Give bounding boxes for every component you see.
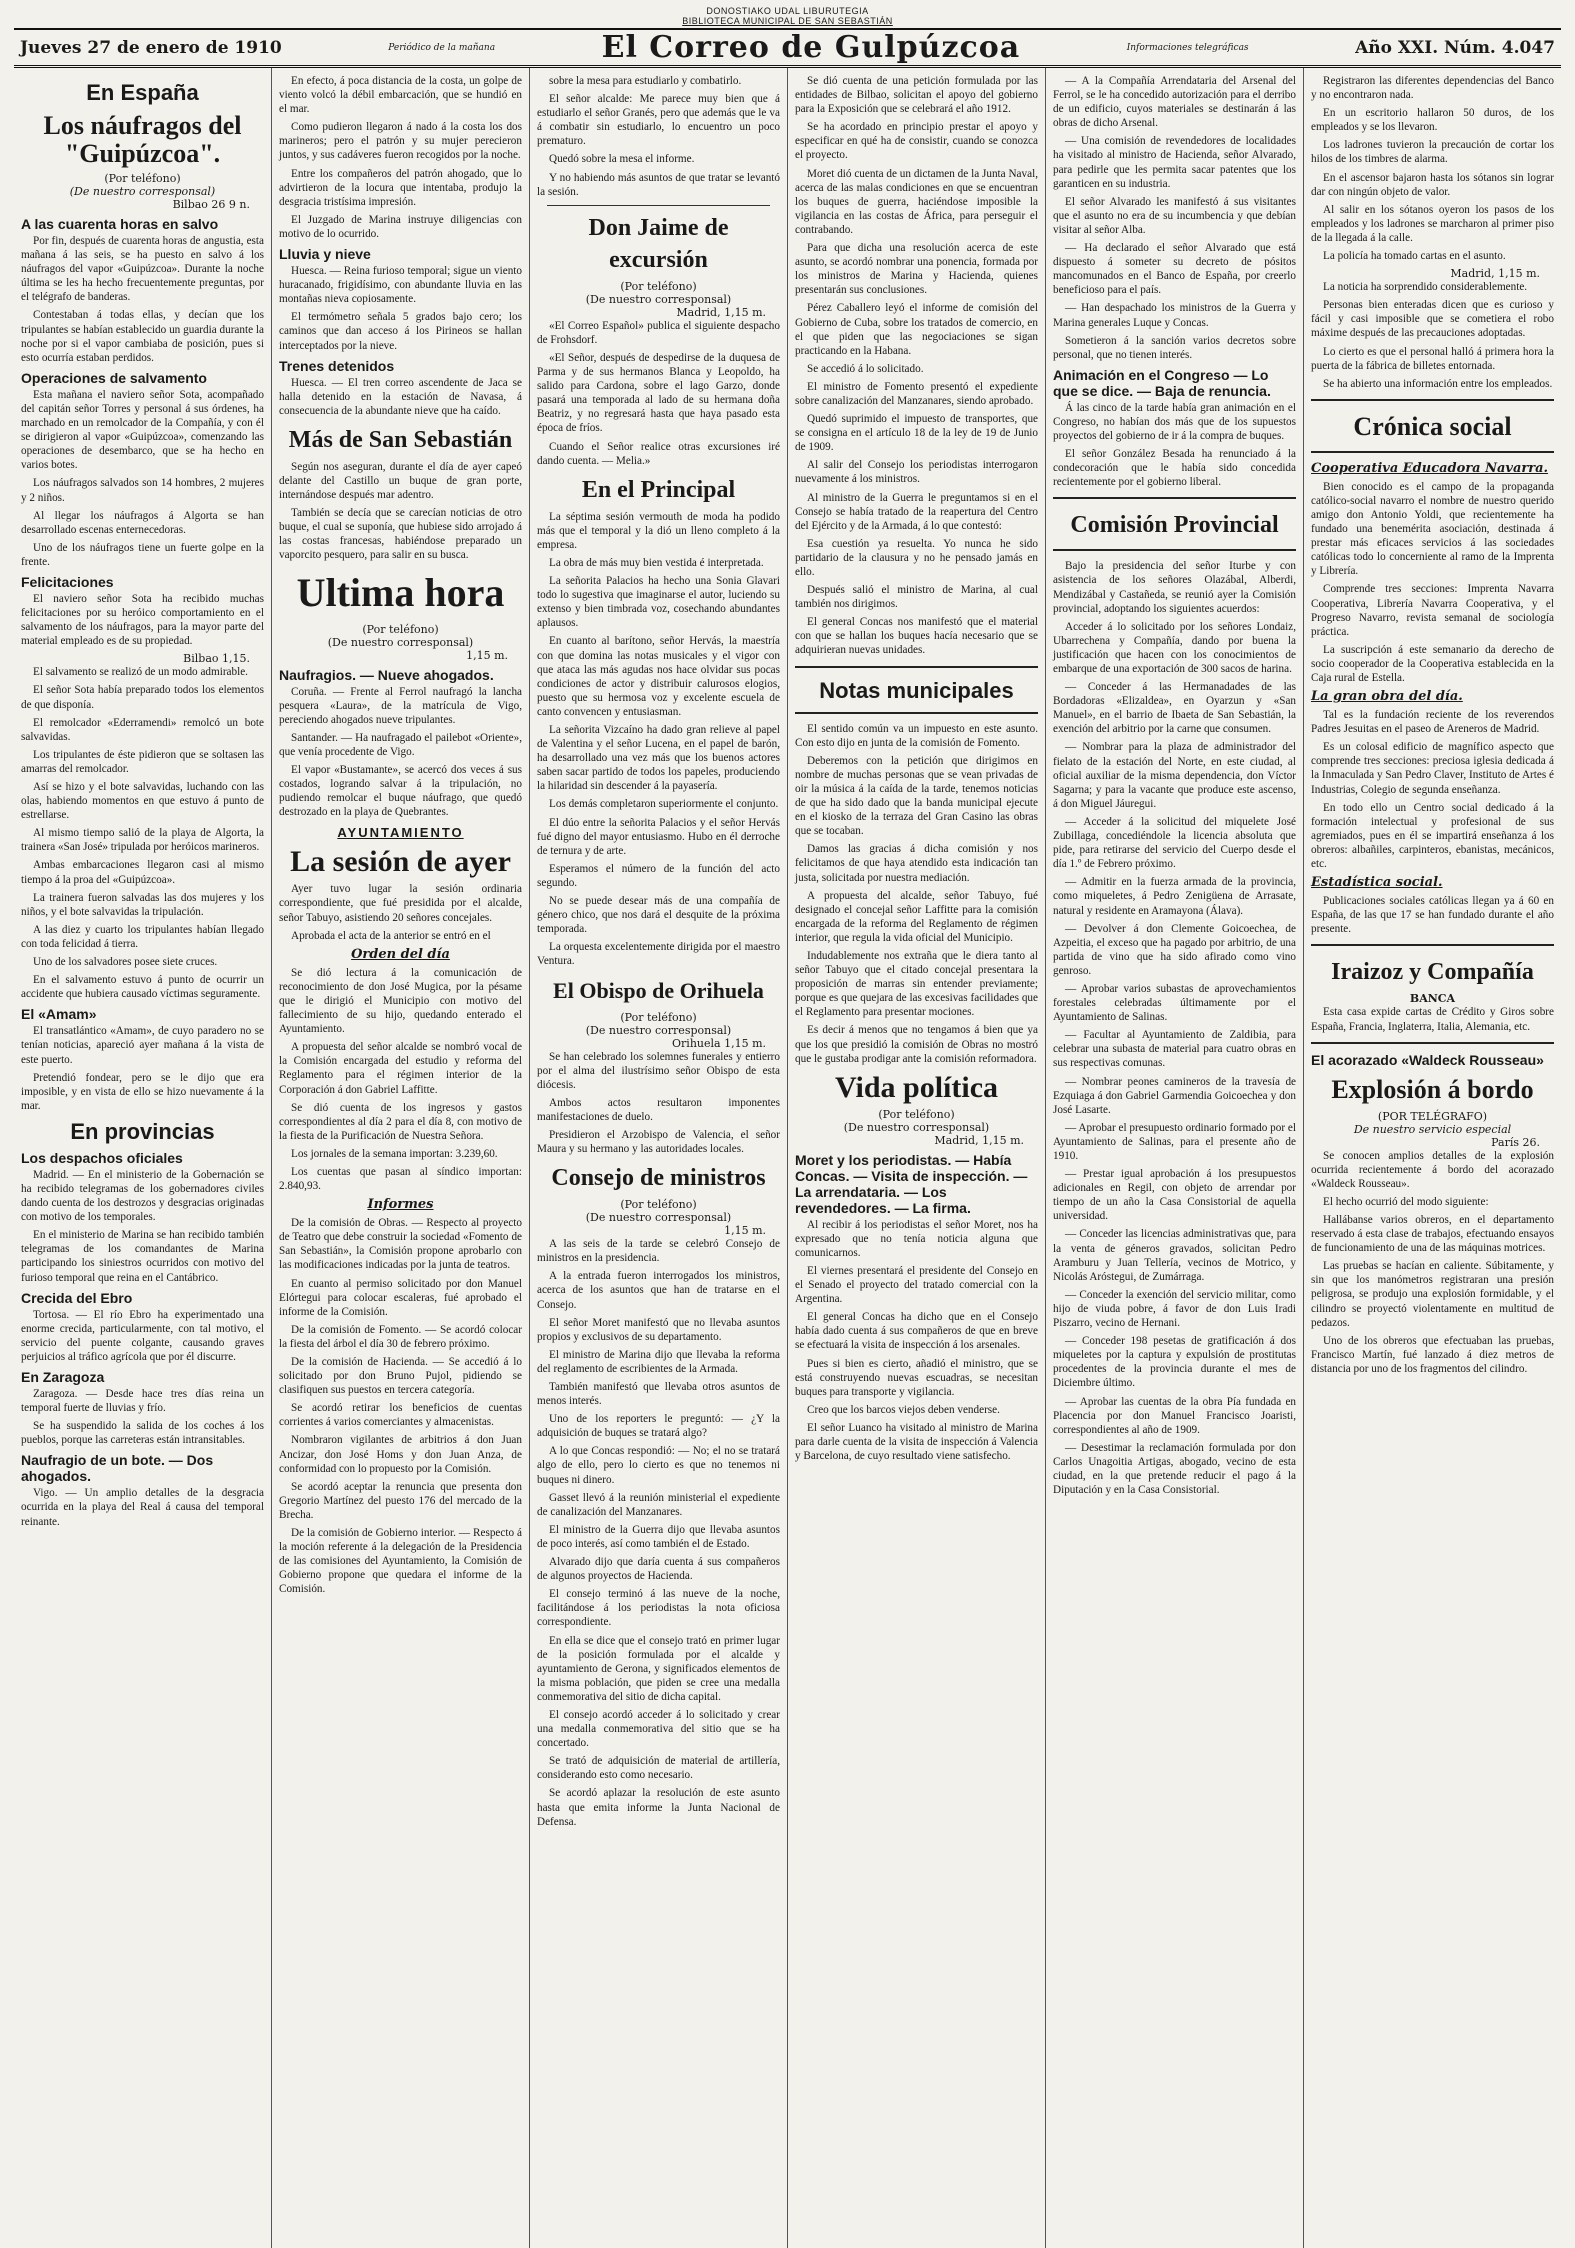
column-2	[272, 68, 530, 2248]
paragraph: Se accedió á lo solicitado.	[807, 362, 924, 375]
paragraph: Y no habiendo más asuntos de que tratar se levantó la sesión.	[537, 171, 780, 198]
byline: (POR TELÉGRAFO)	[1377, 1109, 1488, 1123]
column-5	[1046, 68, 1304, 2248]
paragraph: — Nombrar para la plaza de administrador del fielato de la estación del Norte, en este ciudad, al oficial auxiliar de la misma dependencia, don Víctor Sagarna; y para la vacante que produce este ascenso, á don Miguel Jáuregui.	[1053, 741, 1296, 810]
paragraph: La séptima sesión vermouth de moda ha podido más que el temporal y la dió un lleno completo á la empresa.	[537, 510, 780, 551]
paragraph: Comprende tres secciones: Imprenta Navarra Cooperativa, Librería Navarra Cooperativa, y el Progreso Navarro, revista semanal de sociología práctica.	[1311, 583, 1554, 638]
paragraph: Es decir á menos que no tengamos á bien que ya que los que presidió la comisión de Obras no mostró que le gustaba prodigar ante la comisión reformadora.	[795, 1024, 1038, 1065]
paragraph: Hallábanse varios obreros, en el departamento reservado á esta clase de trabajos, efectuando ensayos de funcionamiento de una de las máquinas motrices.	[1311, 1213, 1554, 1255]
article-heading: Explosión á bordo	[1331, 1074, 1534, 1104]
section-title: En provincias	[70, 1118, 215, 1144]
headline: Los náufragos del "Guipúzcoa".	[43, 111, 242, 168]
paragraph: A propuesta del alcalde, señor Tabuyo, fué designado el concejal señor Laffitte para la comisión encargada de la reforma del Reglamento de régimen interior, que regula la vida oficial del Municipio.	[795, 889, 1038, 944]
article-heading: Crónica social	[1353, 411, 1512, 441]
byline-correspondent: De nuestro servicio especial	[1353, 1122, 1512, 1136]
paragraph: Huesca. — Reina furioso temporal; sigue un viento huracanado, frigidísimo, con abundante lluvia en las montañas nieva copiosamente.	[279, 265, 522, 306]
paragraph: Pues si bien es cierto, añadió el ministro, que se está construyendo nuevas escuadras, se necesitan buques para transporte y vigilancia.	[795, 1357, 1038, 1398]
paragraph: Al mismo tiempo salió de la playa de Algorta, la trainera «San José» tripulada por heróicos marineros.	[21, 827, 264, 854]
paragraph: Al recibir á los periodistas el señor Moret, nos ha expresado que no tenía noticia alguna que comunicarnos.	[795, 1218, 1038, 1259]
paragraph: Al ministro de la Guerra le preguntamos si en el Consejo se había tratado de la reapertura del Centro del Ejército y de la Armada, á lo que contestó:	[795, 491, 1038, 532]
paragraph: A propuesta del señor alcalde se nombró vocal de la Comisión encargada del estudio y reforma del Reglamento para el régimen interior de la Corporación á don Gabriel Laffitte.	[279, 1041, 522, 1096]
column-4	[788, 68, 1046, 2248]
paragraph: A la entrada fueron interrogados los ministros, acerca de los asuntos que han de tratarse en el Consejo.	[537, 1270, 780, 1311]
paragraph: Uno de los náufragos tiene un fuerte golpe en la frente.	[21, 541, 264, 568]
paragraph: Así se hizo y el bote salvavidas, luchando con las olas, habiendo momentos en que estuvo á punto de estrellarse.	[21, 781, 264, 822]
paragraph: Se trató de adquisición de material de artillería, considerando esto como necesario.	[537, 1755, 780, 1782]
paragraph: El ministro de Marina dijo que llevaba la reforma del reglamento de escribientes de la Armada.	[537, 1348, 780, 1375]
paragraph: Zaragoza. — Desde hace tres días reina un temporal fuerte de lluvias y frío.	[21, 1388, 264, 1415]
paragraph: Al salir en los sótanos oyeron los pasos de los empleados y los ladrones se marcharon al primer piso de la llegada á la calle.	[1311, 203, 1554, 244]
advert-banner-sub: BANCA	[1409, 992, 1456, 1006]
subheading: Lluvia y nieve	[279, 246, 371, 263]
paragraph: Los ladrones tuvieron la precaución de cortar los hilos de los timbres de alarma.	[1311, 139, 1554, 166]
advert-banner: Iraizoz y Compañía	[1331, 959, 1534, 986]
paragraph: Registraron las diferentes dependencias del Banco y no encontraron nada.	[1311, 75, 1554, 102]
subheading: Felicitaciones	[21, 573, 114, 590]
paragraph: Se dió cuenta de una petición formulada por las entidades de Bilbao, solicitan el apoyo del gobierno para la Exposición que se celebrará el año 1912.	[795, 75, 1038, 116]
ayuntamiento-label: AYUNTAMIENTO	[337, 825, 464, 841]
masthead-info: Informaciones telegráficas	[1126, 42, 1249, 53]
paragraph: — Facultar al Ayuntamiento de Zaldibia, para celebrar una subasta de material para cuatro obras en sus respectivas comunas.	[1053, 1029, 1296, 1070]
paragraph: Esta casa expide cartas de Crédito y Giros sobre España, Francia, Inglaterra, Italia, Alemania, etc.	[1311, 1006, 1554, 1033]
subheading: El «Amam»	[21, 1006, 97, 1023]
paragraph: Se ha suspendido la salida de los coches á los pueblos, porque las carreteras están intransitables.	[21, 1420, 264, 1447]
paragraph: La orquesta excelentemente dirigida por el maestro Ventura.	[537, 941, 780, 968]
byline-correspondent: (De nuestro corresponsal)	[585, 1211, 732, 1225]
paragraph: El general Concas nos manifestó que el material con que se hallan los buques hacía necesario que se adquirieran nuevas unidades.	[795, 616, 1038, 657]
paragraph: El sentido común va un impuesto en este asunto. Con esto dijo en junta de la comisión de Fomento.	[795, 722, 1038, 749]
subheading: En Zaragoza	[21, 1369, 105, 1385]
byline-correspondent: (De nuestro corresponsal)	[327, 635, 474, 649]
paragraph: De la comisión de Fomento. — Se acordó colocar la fiesta del árbol el día 30 de febrero próximo.	[279, 1323, 522, 1350]
paragraph: El señor alcalde: Me parece muy bien que á estudiarlo el señor Granés, pero que además que le va á combatir sin estudiarlo, lo encuentro un poco prematuro.	[537, 93, 780, 148]
byline: (Por teléfono)	[104, 172, 181, 185]
paragraph: Acceder á lo solicitado por los señores Londaiz, Ubarrechena y Compañía, dando por buena la justificación que hacen con los conocimientos de embarque de una exportación de 300 sacos de harina.	[1053, 620, 1296, 675]
dateline: Bilbao 26 9 n.	[172, 198, 250, 211]
paragraph: Madrid. — En el ministerio de la Gobernación se ha recibido telegramas de los gobernadores civiles dando cuenta de los destrozos y desgracias originadas con motivo de los temporales.	[21, 1168, 264, 1224]
subheading: Crecida del Ebro	[21, 1289, 133, 1306]
paragraph: — Una comisión de revendedores de localidades ha visitado al ministro de Hacienda, señor Alvarado, para pedirle que les permita sacar patentes que los garanticen en su industria.	[1053, 135, 1296, 190]
paragraph: Á las cinco de la tarde había gran animación en el Congreso, no habían dos más que de los supuestos proyectos del gobierno de ir á la compra de buques.	[1053, 401, 1296, 442]
column-1	[14, 68, 272, 2248]
paragraph: La suscripción á este semanario da derecho de socio cooperador de la Cooperativa establecida en la Caja rural de Estella.	[1311, 643, 1554, 684]
paragraph: Cuando el Señor realice otras excursiones iré dando cuenta. — Melia.»	[537, 440, 780, 467]
subheading: Los despachos oficiales	[21, 1149, 183, 1166]
paragraph: En efecto, á poca distancia de la costa, un golpe de viento volcó la débil embarcación, que se hundió en el mar.	[279, 75, 522, 116]
paragraph: Santander. — Ha naufragado el pailebot «Oriente», que venía procedente de Vigo.	[279, 731, 522, 758]
paragraph: El consejo acordó acceder á lo solicitado y crear una medalla conmemorativa del sitio que se ha concertado.	[537, 1708, 780, 1750]
paragraph: Uno de los salvadores posee siete cruces.	[33, 956, 218, 969]
paragraph: El Juzgado de Marina instruye diligencias con motivo de lo ocurrido.	[279, 213, 522, 240]
paragraph: Se dió lectura á la comunicación de reconocimiento de don José Mugica, por la pésame que le dirigió el Municipio con motivo del fallecimiento de su hijo, quedando enterado el Ayuntamiento.	[279, 966, 522, 1036]
paragraph: Quedó suprimido el impuesto de transportes, que se consigna en el artículo 18 de la ley de 19 de Junio de 1909.	[795, 413, 1038, 454]
paragraph: El consejo terminó á las nueve de la noche, facilitándose á los periodistas la nota oficiosa correspondiente.	[537, 1588, 780, 1629]
paragraph: — Conceder 198 pesetas de gratificación á dos miqueletes por la captura y expulsión de prostitutas procedentes de la provincia durante el mes de Diciembre último.	[1053, 1335, 1296, 1390]
paragraph: — Aprobar las cuentas de la obra Pía fundada en Placencia por don Manuel Francisco Joaristi, correspondientes al año de 1909.	[1053, 1395, 1296, 1436]
paragraph: Sometieron á la sanción varios decretos sobre personal, que no tienen interés.	[1053, 334, 1296, 361]
paragraph: — Acceder á la solicitud del miquelete José Zubillaga, concediéndole la licencia absoluta que pide, para retirarse del servicio del Cuerpo desde el día 1.º de Febrero próximo.	[1053, 815, 1296, 871]
dateline: 1,15 m.	[466, 648, 508, 662]
article-heading: Vida política	[834, 1070, 999, 1104]
paragraph: Para que dicha una resolución acerca de este asunto, se acordó nombrar una ponencia, formada por los ministros de Marina y Hacienda, quienes presentarán sus conclusiones.	[795, 242, 1038, 297]
paragraph: Gasset llevó á la reunión ministerial el expediente de canalización del Manzanares.	[537, 1491, 780, 1518]
paragraph: De la comisión de Gobierno interior. — Respecto á la moción referente á la delegación de la Presidencia de las comisiones del Ayuntamiento, la Comisión de Gobierno propone que quedara el informe de la Comisión.	[279, 1527, 522, 1596]
article-heading: En el Principal	[581, 476, 736, 503]
dateline: París 26.	[1491, 1135, 1540, 1149]
masthead-issue: Año XXI. Núm. 4.047	[1355, 37, 1555, 58]
library-line-1: DONOSTIAKO UDAL LIBURUTEGIA	[706, 6, 869, 16]
paragraph: — Aprobar varios subastas de aprovechamientos forestales celebradas últimamente por el Ayuntamiento de Salinas.	[1053, 982, 1296, 1024]
article-heading: Notas municipales	[819, 677, 1014, 703]
paragraph: Esta mañana el naviero señor Sota, acompañado del capitán señor Torres y personal á sus órdenes, ha marchado en un remolcador de la Compañía, y con él se dirigieron al vapor «Guipúzcoa», comenzando las operaciones de desembarco, que se ha hecho en varios botes.	[21, 388, 264, 472]
paragraph: Al llegar los náufragos á Algorta se han desarrollado escenas enternecedoras.	[21, 509, 264, 536]
article-heading: Más de San Sebastián	[288, 426, 513, 453]
paragraph: — Desestimar la reclamación formulada por don Carlos Unagoitia Artigas, abogado, vecino de esta ciudad, en la que pretende reducir el pago á la Diputación y en la Casa Consistorial.	[1053, 1441, 1296, 1497]
section-title: En España	[86, 80, 199, 105]
paragraph: Creo que los barcos viejos deben venderse.	[807, 1403, 1000, 1416]
dateline: Orihuela 1,15 m.	[672, 1036, 766, 1050]
paragraph: — Prestar igual aprobación á los presupuestos adicionales en Regil, con objeto de arrendar por tiempo de un año la Casa Consistorial de aquella universidad.	[1053, 1168, 1296, 1223]
subheading: Naufragios. — Nueve ahogados.	[279, 666, 494, 683]
paragraph: Los jornales de la semana importan: 3.239,60.	[291, 1147, 498, 1160]
paragraph: Lo cierto es que el personal halló á primera hora la puerta de la fábrica de billetes entornada.	[1311, 345, 1554, 372]
paragraph: Al salir del Consejo los periodistas interrogaron nuevamente á los ministros.	[795, 459, 1038, 486]
article-heading: Consejo de ministros	[551, 1165, 766, 1192]
columns	[14, 68, 1561, 2248]
paragraph: Entre los compañeros del patrón ahogado, que lo advirtieron de la locura que intentaba, produjo la desgracia tristísima impresión.	[279, 167, 522, 208]
paragraph: No se puede desear más de una compañía de género chico, que nos dará el desquite de la próxima temporada.	[537, 895, 780, 936]
paragraph: Tortosa. — El río Ebro ha experimentado una enorme crecida, particularmente, con tal motivo, el servicio del puente colgante, causando graves perjuicios al tráfico agrícola que por él discurre.	[21, 1308, 264, 1363]
byline-correspondent: (De nuestro corresponsal)	[585, 292, 732, 306]
paragraph: Bien conocido es el campo de la propaganda católico-social navarro el nombre de nuestro querido amigo don Antonio Yoldi, que recientemente ha fundado una benemérita asociación, destinada á prestar más eficaces servicios á las sociedades católicas todo lo concerniente al ramo de la Imprenta y Librería.	[1311, 480, 1554, 578]
paragraph: Deberemos con la petición que dirigimos en nombre de muchas personas que se vean privadas de oir la música á la caída de la tarde, tenemos noticias de que ha sido dado que la banda municipal ejecute en el kiosko de la terraza del Gran Casino las obras que se tocaban.	[795, 754, 1038, 838]
paragraph: Presidieron el Arzobispo de Valencia, el señor Maura y su hermano y las autoridades locales.	[537, 1128, 780, 1156]
paragraph: Se acordó retirar los beneficios de cuentas corrientes á varios comerciantes y almacenistas.	[279, 1402, 522, 1429]
paragraph: — Nombrar peones camineros de la travesía de Ezquiaga á don Gabriel Garmendia Goicoechea y don José Lasarte.	[1053, 1075, 1296, 1116]
divider	[547, 205, 770, 206]
paragraph: Esperamos el número de la función del acto segundo.	[537, 862, 780, 889]
paragraph: Por fin, después de cuarenta horas de angustia, esta mañana á las seis, se ha puesto en salvo á los náufragos del vapor «Guipúzcoa». Durante la noche última se les ha hecho frecuentemente preguntas, por el telégrafo de banderas.	[21, 235, 264, 304]
paragraph: Ambas embarcaciones llegaron casi al mismo tiempo á la proa del «Guipúzcoa».	[21, 859, 264, 886]
paragraph: La noticia ha sorprendido considerablemente.	[1323, 281, 1528, 294]
paragraph: Nombraron vigilantes de arbitrios á don Juan Ancizar, don José Homs y don Juan Anza, de conformidad con lo propuesto por la Comisión.	[279, 1434, 522, 1475]
paragraph: Pérez Caballero leyó el informe de comisión del Gobierno de Cuba, sobre los tratados de comercio, en el que piden que las negociaciones se sigan practicando en la Habana.	[795, 302, 1038, 357]
paragraph: Es un colosal edificio de magnífico aspecto que comprende tres secciones: preciosa iglesia dedicada á la Inmaculada y San Pedro Claver, Instituto de Artes é Industrias, Colegio de segunda enseñanza.	[1311, 741, 1554, 796]
subheading: Trenes detenidos	[279, 357, 395, 374]
italic-heading: Cooperativa Educadora Navarra.	[1311, 460, 1549, 476]
paragraph: En el salvamento estuvo á punto de ocurrir un accidente que hubiera causado víctimas seguramente.	[21, 974, 264, 1001]
masthead-date: Jueves 27 de enero de 1910	[20, 37, 282, 58]
paragraph: Personas bien enteradas dicen que es curioso y fácil y casi imposible que se cometiera el robo máxime después de las precauciones adoptadas.	[1311, 299, 1554, 340]
paragraph: Uno de los obreros que efectuaban las pruebas, Francisco Martín, fué lanzado á diez metros de distancia por uno de los fragmentos del cilindro.	[1311, 1334, 1554, 1375]
paragraph: Los náufragos salvados son 14 hombres, 2 mujeres y 2 niños.	[21, 477, 264, 504]
paragraph: Ambos actos resultaron imponentes manifestaciones de duelo.	[537, 1096, 780, 1123]
byline-correspondent: (De nuestro corresponsal)	[69, 185, 216, 198]
byline: (Por teléfono)	[878, 1107, 955, 1121]
byline: (Por teléfono)	[620, 1198, 697, 1212]
paragraph: En el ministerio de Marina se han recibido también telegramas de los comandantes de Marina participando los siniestros ocurridos con motivo del furioso temporal que reina en el Cantábrico.	[21, 1229, 264, 1284]
paragraph: Moret dió cuenta de un dictamen de la Junta Naval, acerca de las malas condiciones en que se encuentran los buques de guerra, haciéndose imposible la vigilancia en las costas de África, para perseguir el contrabando.	[795, 167, 1038, 236]
paragraph: — Aprobar el presupuesto ordinario formado por el Ayuntamiento de Salinas, para el presente año de 1910.	[1053, 1121, 1296, 1162]
paragraph: El naviero señor Sota ha recibido muchas felicitaciones por su heróico comportamiento en el salvamento de los náufragos, para la mayor parte del material empleado es de su propiedad.	[21, 592, 264, 648]
paragraph: El vapor «Bustamante», se acercó dos veces á sus costados, logrando salvar á la tripulación, no pudiendo remolcar el buque náufrago, que quedó destrozado en la playa de Quebrantes.	[279, 764, 522, 819]
paragraph: En ella se dice que el consejo trató en primer lugar de la posición formulada por el alcalde y ayuntamiento de Gerona, y significados elementos de la misma población, que piden se cree una medalla conmemorativa del sitio de dicha capital.	[537, 1634, 780, 1703]
paragraph: — Devolver á don Clemente Goicoechea, de Azpeitia, el exceso que ha pagado por arbitrio, de una partida de vino que ha sido afirado como vino genroso.	[1053, 922, 1296, 977]
paragraph: Los demás completaron superiormente el conjunto.	[549, 798, 779, 811]
paragraph: Indudablemente nos extraña que le diera tanto al señor Tabuyo que el citado concejal presentara la proposición de marras sin entender previamente; porque es que quejara de las excesivas facilidades que el Reglamento para presentar mociones.	[795, 949, 1038, 1019]
article-heading: Don Jaime de excursión	[588, 214, 729, 273]
subheading: Moret y los periodistas. — Había Concas. — Visita de inspección. — La arrendataria. — Los revendedores. — La firma.	[795, 1151, 1028, 1216]
paragraph: — Conceder la exención del servicio militar, como hijo de viuda pobre, á favor de don Luis Iradi Piszarro, vecino de Hernani.	[1053, 1288, 1296, 1330]
column-6	[1304, 68, 1561, 2248]
paragraph: El señor Alvarado les manifestó á sus visitantes que el asunto no era de su incumbencia y que debían visitar al señor Alba.	[1053, 195, 1296, 236]
paragraph: Se ha abierto una información entre los empleados.	[1323, 377, 1553, 390]
paragraph: Se acordó aceptar la renuncia que presenta don Gregorio Martínez del puesto 176 del mercado de la Brecha.	[279, 1480, 522, 1521]
masthead-title: El Correo de Gulpúzcoa	[601, 30, 1021, 65]
masthead	[14, 28, 1561, 68]
orden-del-dia: Orden del día	[351, 946, 450, 962]
paragraph: A las seis de la tarde se celebró Consejo de ministros en la presidencia.	[537, 1238, 780, 1265]
paragraph: El dúo entre la señorita Palacios y el señor Hervás fué digno del mayor entusiasmo. Hubo en él derroche de ternura y de arte.	[537, 816, 780, 857]
paragraph: El señor Sota había preparado todos los elementos de que disponía.	[21, 684, 264, 711]
paragraph: — Han despachado los ministros de la Guerra y Marina generales Luque y Concas.	[1053, 302, 1296, 329]
byline-correspondent: (De nuestro corresponsal)	[843, 1120, 990, 1134]
informes-heading: Informes	[367, 1197, 434, 1213]
paragraph: El general Concas ha dicho que en el Consejo había dado cuenta á sus compañeros de que en breve se efectuará la visita de inspección á los arsenales.	[795, 1311, 1038, 1352]
dateline: Bilbao 1,15.	[183, 652, 250, 666]
paragraph: En cuanto al barítono, señor Hervás, la maestría con que domina las notas musicales y el vigor con que ataca las más agudas nos hace olvidar sus pocas condiciones de actor y distribuir calurosos elogios, puesto que su hermosa voz y excelente escuela de canto convencen y entusiasman.	[537, 635, 780, 718]
paragraph: También manifestó que llevaba otros asuntos de menos interés.	[537, 1381, 780, 1408]
paragraph: Los tripulantes de éste pidieron que se soltasen las amarras del remolcador.	[21, 748, 264, 775]
paragraph: — Conceder las licencias administrativas que, para la venta de géneros gravados, solicitan Pedro Aramburu y Juan Tellería, vecinos de Motrico, y Nicolás Aróstegui, de Zumárraga.	[1053, 1228, 1296, 1283]
dateline: Madrid, 1,15 m.	[1450, 267, 1540, 281]
byline-correspondent: (De nuestro corresponsal)	[585, 1023, 732, 1037]
paragraph: El señor González Besada ha renunciado á la condecoración que le había sido concedida recientemente por el gobierno liberal.	[1053, 448, 1296, 489]
paragraph: Ayer tuvo lugar la sesión ordinaria correspondiente, que fué presidida por el alcalde, señor Tabuyo, asistiendo 20 señores concejales.	[279, 883, 522, 924]
paragraph: Damos las gracias á dicha comisión y nos felicitamos de que haya atendido esta indicación tan justa, solicitada por nuestra mediación.	[795, 843, 1038, 884]
paragraph: Alvarado dijo que daría cuenta á sus compañeros de algunos proyectos de Hacienda.	[537, 1556, 780, 1583]
paragraph: — Conceder á las Hermanadades de las Bordadoras «Elizaldea», en Oyarzun y «San Manuel», en el barrio de Ibaeta de San Sebastián, la exención del arbitrio por la carne que consumen.	[1053, 681, 1296, 736]
paragraph: El señor Luanco ha visitado al ministro de Marina para darle cuenta de la visita de inspección á Valencia y Barcelona, de cuyo resultado viene satisfecho.	[795, 1421, 1038, 1463]
subheading: Naufragio de un bote. — Dos ahogados.	[21, 1452, 214, 1485]
paragraph: Como pudieron llegaron á nado á la costa los dos marineros; pero el patrón y su mujer perecieron juntos, y sus cadáveres fueron recogidos por la noche.	[279, 121, 522, 162]
paragraph: La obra de más muy bien vestida é interpretada.	[549, 556, 764, 569]
paragraph: De la comisión de Hacienda. — Se accedió á lo solicitado por don Bruno Pujol, pidiendo se clasifiquen sus puestos en tercera categoría.	[279, 1356, 522, 1397]
paragraph: El ministro de Fomento presentó el expediente sobre canalización del Manzanares, siendo aprobado.	[795, 380, 1038, 407]
paragraph: En todo ello un Centro social dedicado á la formación intelectual y profesional de sus agremiados, pues en él se impartirá enseñanza á los obreros: albañiles, carpinteros, ebanistas, mecánicos, etc.	[1311, 801, 1554, 871]
masthead-tagline: Periódico de la mañana	[388, 42, 496, 53]
paragraph: En un escritorio hallaron 50 duros, de los empleados y se los llevaron.	[1311, 107, 1554, 134]
italic-heading: Estadística social.	[1311, 875, 1443, 891]
paragraph: Aprobada el acta de la anterior se entró en el	[291, 929, 491, 942]
paragraph: Después salió el ministro de Marina, al cual también nos dirigimos.	[795, 584, 1038, 611]
paragraph: El viernes presentará el presidente del Consejo en el Senado el proyecto del tratado comercial con la Argentina.	[795, 1265, 1038, 1306]
paragraph: La señorita Vizcaíno ha dado gran relieve al papel de Valentina y el señor Lucena, en el papel de barón, ha desarrollado una vez más que los buenos actores saben sacar partido de todos los papeles, produciendo la hilaridad sin descender á la payasería.	[537, 724, 780, 793]
paragraph: Huesca. — El tren correo ascendente de Jaca se halla detenido en la estación de Navasa, á consecuencia de la abundante nieve que ha caído.	[279, 376, 522, 417]
paragraph: Publicaciones sociales católicas llegan ya á 60 en España, de las que 17 se han fundado durante el año presente.	[1311, 895, 1554, 936]
paragraph: — Ha declarado el señor Alvarado que está dispuesto á someter su decreto de pósitos mancomunados en el Banco de España, por creerlo beneficioso para el país.	[1053, 242, 1296, 297]
paragraph: El transatlántico «Amam», de cuyo paradero no se tenían noticias, apareció ayer mañana á la vista de este puerto.	[21, 1025, 264, 1066]
ultima-hora-heading: Ultima hora	[296, 569, 505, 615]
paragraph: Se acordó aplazar la resolución de este asunto hasta que emita informe la Junta Nacional de Defensa.	[537, 1787, 780, 1828]
article-heading: Comisión Provincial	[1070, 512, 1279, 539]
paragraph: El salvamento se realizó de un modo admirable.	[33, 666, 248, 679]
subheading: Operaciones de salvamento	[21, 369, 207, 386]
paragraph: sobre la mesa para estudiarlo y combatirlo.	[549, 75, 742, 87]
subheading: El acorazado «Waldeck Rousseau»	[1311, 1051, 1544, 1068]
paragraph: Se ha acordado en principio prestar el apoyo y especificar en qué ha de consistir, cuando se conozca el proyecto.	[795, 121, 1038, 162]
paragraph: También se decía que se carecían noticias de otro buque, el cual se suponía, que hubiese sido arrojado á las costas francesas, habiéndose preparado un vaporcito pesquero, para salir en su busca.	[279, 507, 522, 562]
paragraph: La trainera fueron salvadas las dos mujeres y los niños, y el bote salvavidas la tripulación.	[21, 891, 264, 918]
paragraph: El señor Moret manifestó que no llevaba asuntos propios y exclusivos de su departamento.	[537, 1316, 780, 1343]
paragraph: A las diez y cuarto los tripulantes habían llegado con toda felicidad á tierra.	[21, 923, 264, 950]
paragraph: El termómetro señala 5 grados bajo cero; los caminos que dan acceso á los Pirineos se hallan interceptados por la nieve.	[279, 311, 522, 352]
paragraph: El remolcador «Ederramendi» remolcó un bote salvavidas.	[21, 716, 264, 743]
byline: (Por teléfono)	[620, 279, 697, 293]
dateline: 1,15 m.	[724, 1224, 766, 1238]
dateline: Madrid, 1,15 m.	[934, 1133, 1024, 1147]
byline: (Por teléfono)	[620, 1010, 697, 1024]
paragraph: Según nos aseguran, durante el día de ayer capeó delante del Castillo un buque de gran porte, internándose después mar adentro.	[279, 460, 522, 502]
paragraph: Uno de los reporters le preguntó: — ¿Y la adquisición de buques se tratará algo?	[537, 1413, 780, 1440]
dateline: Madrid, 1,15 m.	[676, 305, 766, 319]
subheading: A las cuarenta horas en salvo	[21, 216, 219, 232]
paragraph: Se han celebrado los solemnes funerales y entierro por el alma del ilustrísimo señor Obispo de esta diócesis.	[537, 1050, 780, 1091]
subheading: Animación en el Congreso — Lo que se dice. — Baja de renuncia.	[1053, 366, 1271, 399]
paragraph: «El Correo Español» publica el siguiente despacho de Frohsdorf.	[537, 319, 780, 346]
paragraph: De la comisión de Obras. — Respecto al proyecto de Teatro que debe construir la sociedad «Fomento de San Sebastián», la Comisión propone aprobarlo con las modificaciones indicadas por la junta de teatros.	[279, 1217, 522, 1272]
paragraph: Se dió cuenta de los ingresos y gastos correspondientes al día 2 para el día 8, con motivo de la fiesta de la Purificación de Nuestra Señora.	[279, 1101, 522, 1142]
paragraph: La policía ha tomado cartas en el asunto.	[1323, 250, 1506, 263]
column-3	[530, 68, 788, 2248]
paragraph: En el ascensor bajaron hasta los sótanos sin lograr dar con ningún objeto de valor.	[1311, 171, 1554, 198]
library-line-2: BIBLIOTECA MUNICIPAL DE SAN SEBASTIÁN	[682, 16, 893, 26]
paragraph: Se conocen amplios detalles de la explosión ocurrida recientemente á bordo del acorazado «Waldeck Rousseau».	[1311, 1149, 1554, 1190]
paragraph: — Admitir en la fuerza armada de la provincia, como miqueletes, á Pedro Zenigüena de Arrasate, natural y residente en Aramayona (Álava).	[1053, 876, 1296, 917]
paragraph: La señorita Palacios ha hecho una Sonia Glavari todo lo sugestiva que imaginarse el autor, luciendo su extenso y bien timbrada voz, cosechando abundantes aplausos.	[537, 575, 780, 630]
paragraph: Vigo. — Un amplio detalles de la desgracia ocurrida en la playa del Real á causa del temporal reinante.	[21, 1487, 264, 1528]
paragraph: Quedó sobre la mesa el informe.	[549, 153, 695, 166]
paragraph: Pretendió fondear, pero se le dijo que era imposible, y en vista de ello se hizo nuevamente á la mar.	[21, 1071, 264, 1112]
library-stamp	[14, 6, 1561, 26]
italic-heading: La gran obra del día.	[1311, 689, 1463, 705]
paragraph: Contestaban á todas ellas, y decían que los tripulantes se habían establecido un guardia durante la noche por si el vapor cambiaba de posición, pues si esto ocurría estaban perdidos.	[21, 309, 264, 364]
paragraph: Coruña. — Frente al Ferrol naufragó la lancha pesquera «Laura», de la matrícula de Vigo, pereciendo ahogados nueve tripulantes.	[279, 685, 522, 726]
paragraph: A lo que Concas respondió: — No; el no se tratará algo de ello, pero lo cierto es que no tenemos ni buques ni dinero.	[537, 1445, 780, 1486]
paragraph: Esa cuestión ya resuelta. Yo nunca he sido partidario de la clausura y no he pensado jamás en ello.	[795, 537, 1038, 578]
session-heading: La sesión de ayer	[290, 845, 511, 879]
paragraph: Las pruebas se hacían en caliente. Súbitamente, y sin que los manómetros registraran una presión peligrosa, se produjo una explosión formidable, y el cilindro se proyectó violentamente en multitud de pedazos.	[1311, 1260, 1554, 1329]
paragraph: — A la Compañía Arrendataria del Arsenal del Ferrol, se le ha concedido autorización para el derribo de un edificio, cuyos materiales se destinarán á las obras de dicho Arsenal.	[1053, 75, 1296, 130]
paragraph: Bajo la presidencia del señor Iturbe y con asistencia de los señores Olazábal, Alberdi, Mendizábal y Castañeda, se reunió ayer la Comisión provincial, adoptando los siguientes acuerdos:	[1053, 560, 1296, 615]
article-heading: El Obispo de Orihuela	[553, 977, 764, 1003]
paragraph: En cuanto al permiso solicitado por don Manuel Elórtegui para colocar escaleras, fué aprobado el informe de la Comisión.	[279, 1277, 522, 1318]
paragraph: Tal es la fundación reciente de los reverendos Padres Jesuitas en el paseo de Areneros de Madrid.	[1311, 709, 1554, 736]
paragraph: Los cuentas que pasan al síndico importan: 2.840,93.	[279, 1165, 522, 1193]
byline: (Por teléfono)	[362, 622, 439, 636]
paragraph: El hecho ocurrió del modo siguiente:	[1323, 1195, 1489, 1208]
paragraph: El ministro de la Guerra dijo que llevaba asuntos de poco interés, así como también el de Estado.	[537, 1523, 780, 1550]
paragraph: «El Señor, después de despedirse de la duquesa de Parma y de sus hermanos Blanca y Leopoldo, ha salido para Cardona, sobre el lago Garzo, donde pasará una temporada al lado de su hermana doña Beatriz, y no regresará hasta que haya pasado esta época de fríos.	[537, 351, 780, 435]
